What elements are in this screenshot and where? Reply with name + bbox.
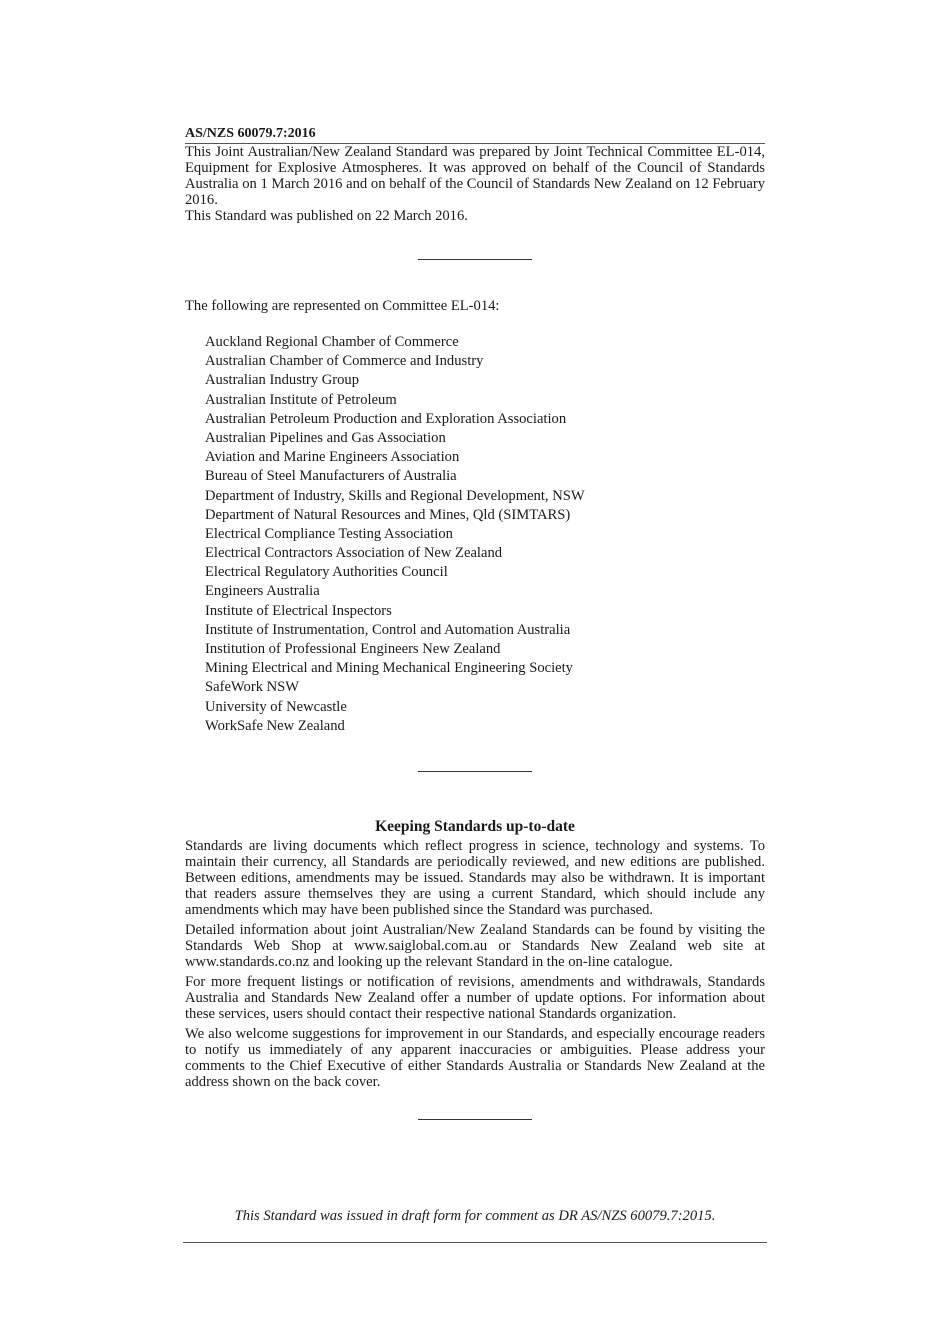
committee-member: University of Newcastle <box>205 698 347 715</box>
committee-member: Electrical Regulatory Authorities Council <box>205 564 448 581</box>
committee-member: Electrical Contractors Association of New Zealand <box>205 545 503 562</box>
committee-member: Engineers Australia <box>205 583 320 600</box>
bottom-divider <box>183 1242 767 1243</box>
document-id: AS/NZS 60079.7:2016 <box>185 126 765 144</box>
section-paragraph: Detailed information about joint Australian/New Zealand Standards can be found by visiting the Standards Web Shop at www.saiglobal.com.au or Standards New Zealand web site at www.standards.co.nz and looking up the relevant Standard in the on-line catalogue. <box>185 921 765 970</box>
committee-member: Australian Petroleum Production and Exploration Association <box>205 410 567 427</box>
approval-paragraph: This Joint Australian/New Zealand Standard was prepared by Joint Technical Committee EL-014, Equipment for Explosive Atmospheres. It was approved on behalf of the Council of Standards Australia on 1 March 2016 and on behalf of the Council of Standards New Zealand on 12 February 2016. <box>185 144 765 208</box>
committee-member: Australian Pipelines and Gas Association <box>205 429 446 446</box>
section-paragraph: For more frequent listings or notification of revisions, amendments and withdrawals, Standards Australia and Standards New Zealand offer a number of update options. For information about these services, users should contact their respective national Standards organization. <box>185 973 765 1022</box>
committee-member-list <box>205 333 765 736</box>
section-paragraph: We also welcome suggestions for improvement in our Standards, and especially encourage readers to notify us immediately of any apparent inaccuracies or ambiguities. Please address your comments to the Chief Executive of either Standards Australia or Standards New Zealand at the address shown on the back cover. <box>185 1025 765 1090</box>
committee-member: Electrical Compliance Testing Association <box>205 525 453 542</box>
divider <box>418 1119 532 1120</box>
draft-note: This Standard was issued in draft form for comment as DR AS/NZS 60079.7:2015. <box>234 1208 716 1224</box>
committee-member: Australian Chamber of Commerce and Industry <box>205 353 484 370</box>
committee-member: Department of Natural Resources and Mines, Qld (SIMTARS) <box>205 506 571 523</box>
section-paragraph: Standards are living documents which reflect progress in science, technology and systems. To maintain their currency, all Standards are periodically reviewed, and new editions are published. Between editions, amendments may be issued. Standards may also be withdrawn. It is important that readers assure themselves they are using a current Standard, which should include any amendments which may have been published since the Standard was purchased. <box>185 837 765 918</box>
committee-member: Australian Industry Group <box>205 372 360 389</box>
document-page <box>185 126 765 1120</box>
committee-member: Aviation and Marine Engineers Association <box>205 449 460 466</box>
section-body <box>185 838 765 1090</box>
committee-member: Institution of Professional Engineers New Zealand <box>205 641 501 657</box>
committee-member: Mining Electrical and Mining Mechanical Engineering Society <box>205 660 573 677</box>
committee-member: WorkSafe New Zealand <box>205 717 345 734</box>
section-heading: Keeping Standards up-to-date <box>375 817 575 835</box>
committee-member: SafeWork NSW <box>205 679 300 696</box>
committee-member: Auckland Regional Chamber of Commerce <box>205 334 459 350</box>
published-paragraph: This Standard was published on 22 March 2016. <box>185 208 468 224</box>
divider <box>418 259 532 260</box>
committee-member: Department of Industry, Skills and Regional Development, NSW <box>205 487 585 504</box>
committee-member: Australian Institute of Petroleum <box>205 391 397 408</box>
committee-member: Bureau of Steel Manufacturers of Australia <box>205 468 457 485</box>
committee-member: Institute of Electrical Inspectors <box>205 602 392 619</box>
committee-member: Institute of Instrumentation, Control and Automation Australia <box>205 621 571 638</box>
committee-intro: The following are represented on Committee EL-014: <box>185 298 500 314</box>
divider <box>418 771 532 772</box>
